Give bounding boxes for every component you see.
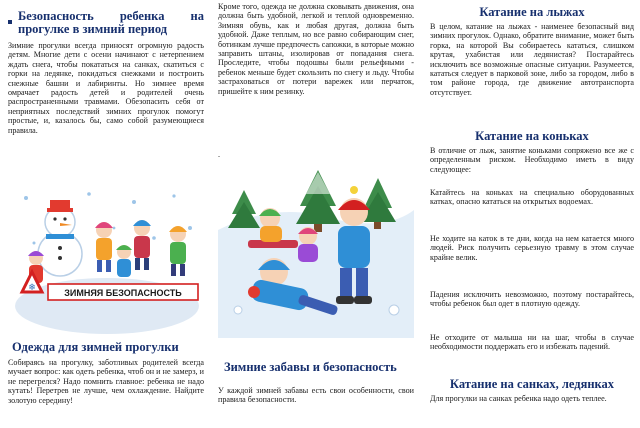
winter-fun-heading: Зимние забавы и безопасность xyxy=(224,360,397,374)
sledding-paragraph: Для прогулки на санках ребенка надо одеть теплее. xyxy=(430,394,607,403)
clothing-heading: Одежда для зимней прогулки xyxy=(12,340,179,354)
sign-text: ЗИМНЯЯ БЕЗОПАСНОСТЬ xyxy=(64,288,182,298)
skiing-paragraph: В целом, катание на лыжах - наименее безопасный вид зимних прогулок. Однако, обратите внимание, может быть горка, на которой Вы собираетесь кататься, слишком крутая, ухабистая или ледянистая? Постарайтесь исключить все возможные опасные ситуации. Разумеется, кататься следует в парковой зоне, либо за городом, либо в том районе города, где движение автотранспорта отсутствует. xyxy=(430,22,634,97)
skating-heading: Катание на коньках xyxy=(475,129,589,143)
column-2 xyxy=(218,0,414,428)
kids-snowman-illustration xyxy=(14,188,200,336)
intro-paragraph: Зимние прогулки всегда приносят огромную радость детям. Многие дети с осени начинают с нетерпением ждать снега, чтобы покататься на санках, скатиться с горки на ледянке, покидаться снежками и построить снежные башни и лабиринты. Но зимнее время омрачает радость детей и родителей очень распространенными травмами. Обезопасить себя от неприятных последствий зимних прогулок помогут простые, и, казалось бы, само собой разумеющиеся правила. xyxy=(8,41,204,135)
winter-fun-paragraph: У каждой зимней забавы есть свои особенности, свои правила безопасности. xyxy=(218,386,414,405)
kid-icon xyxy=(116,245,132,277)
skiing-heading: Катание на лыжах xyxy=(479,5,585,19)
snowflake-icon: ❄ xyxy=(28,283,36,293)
clothing-continued-paragraph: Кроме того, одежда не должна сковывать движения, она должна быть удобной, легкой и теплой одновременно. Зимняя обувь, как и любая другая, должна быть удобной. Даже теплым, но все равно собирающим снег, ботинкам лучше предпочесть сапожки, в которые можно заправить штаны, изолировав от попадания снега. Проследите, чтобы подошвы были рельефными - ребенок меньше будет скользить по снегу и льду. Чтобы застраховаться от потери варежек или перчаток, пришейте к ним резинку. xyxy=(218,2,414,96)
kids-snowman-image xyxy=(14,188,200,336)
skating-rule-3: Падения исключить невозможно, поэтому постарайтесь, чтобы ребенок был одет в плотную одежду. xyxy=(430,290,634,309)
clothing-paragraph: Собираясь на прогулку, заботливых родителей всегда мучает вопрос: как одеть ребенка, чтоб он и не замерз, и не перегрелся? Надо помнить главное: ребенка не надо кутать! Перетрев не лучше, чем охлаждение. Найдите золотую середину! xyxy=(8,358,204,405)
sledding-heading: Катание на санках, ледянках xyxy=(449,377,615,391)
skating-rule-2: Не ходите на каток в те дни, когда на нем катается много людей. Риск получить серьезную травму в этом случае крайне велик. xyxy=(430,234,634,262)
column-1 xyxy=(8,0,204,428)
heading-bullet xyxy=(8,20,12,24)
skating-paragraph: В отличие от лыж, занятие коньками сопряжено все же с определенным риском. Необходимо иметь в виду следующее: xyxy=(430,146,634,174)
winter-kids-illustration xyxy=(218,160,414,338)
kid-icon xyxy=(298,227,318,262)
skating-rule-1: Катайтесь на коньках на специально оборудованных катках, опасно кататься на открытых водоемах. xyxy=(430,188,634,207)
skating-rule-4: Не отходите от малыша ни на шаг, чтобы в случае необходимости поддержать его и избежать падений. xyxy=(430,333,634,352)
main-heading: Безопасность ребенка на прогулке в зимний период xyxy=(18,9,204,36)
winter-kids-image xyxy=(218,160,414,338)
dot: . xyxy=(218,150,221,159)
column-3 xyxy=(430,0,634,428)
